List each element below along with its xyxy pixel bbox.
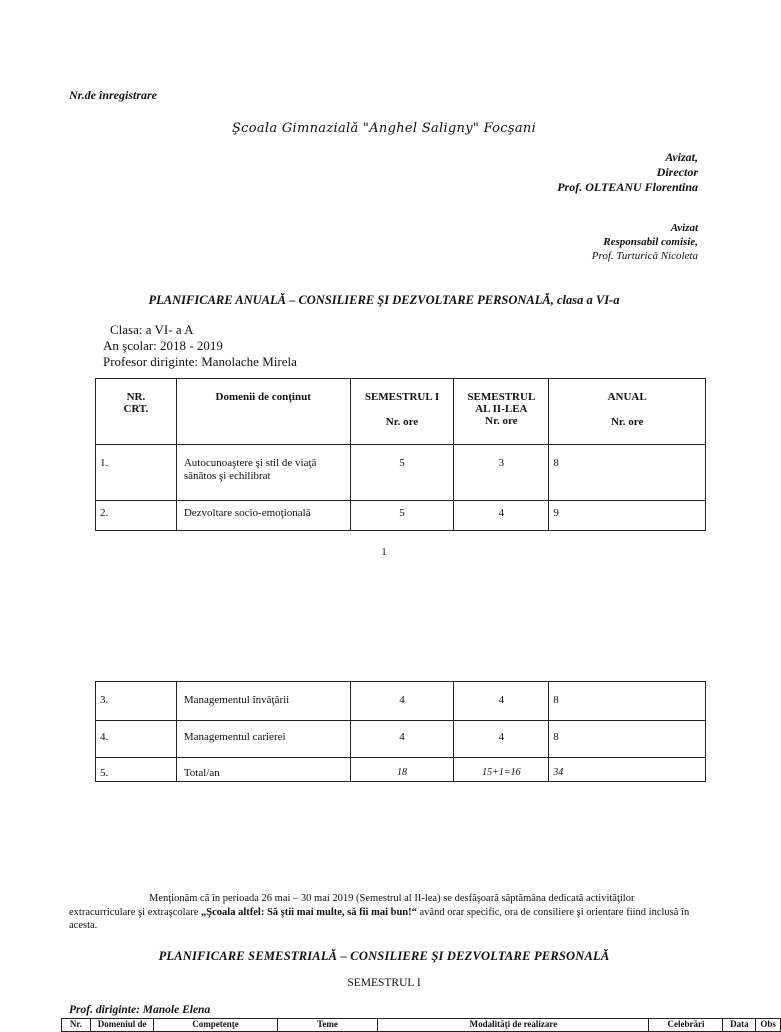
- semester-header-nr: Nr.: [62, 1019, 91, 1032]
- row-number: 2.: [96, 501, 177, 531]
- semester-header-obs: Obs: [756, 1019, 781, 1032]
- row-annual-hours: 9: [549, 501, 706, 531]
- row-sem1-total: 18: [350, 758, 454, 782]
- school-name: Şcoala Gimnazială "Anghel Saligny" Focşani: [231, 121, 537, 136]
- row-domain: Autocunoaştere şi stil de viaţă sănătos şi echilibrat: [176, 445, 350, 501]
- director-approval: [557, 150, 698, 195]
- mention-text-start: Menţionăm că în perioada 26 mai – 30 mai 2019 (Semestrul al II-lea) se desfăşoară săptămâna dedicată activităţilor extracurriculare şi extraşcolare: [69, 893, 635, 918]
- commission-approval-name: Prof. Turturică Nicoleta: [591, 250, 698, 262]
- table-row-total: [96, 758, 706, 782]
- row-sem1-hours: 4: [350, 721, 454, 758]
- row-number: 3.: [96, 682, 177, 721]
- header-domains: Domenii de conţinut: [176, 379, 350, 445]
- semester-header-methods: Modalităţi de realizare: [378, 1019, 649, 1032]
- semester-teacher: Prof. diriginte: Manole Elena: [69, 1004, 211, 1016]
- row-domain: Total/an: [176, 758, 350, 782]
- table-header-row: [96, 379, 706, 445]
- homeroom-teacher: Profesor diriginte: Manolache Mirela: [103, 354, 297, 369]
- semester-header-date: Data: [723, 1019, 756, 1032]
- semester-table-header-row: [62, 1019, 781, 1032]
- annual-plan-table: [95, 378, 706, 531]
- row-domain: Managementul învăţării: [176, 682, 350, 721]
- commission-approval: [592, 221, 698, 263]
- row-annual-hours: 8: [549, 721, 706, 758]
- table-row: [96, 501, 706, 531]
- semester-header-competences: Competenţe: [154, 1019, 277, 1032]
- mention-text-end: având orar specific, ora de consiliere şi orientare fiind inclusă în acesta.: [69, 906, 690, 931]
- semester-header-celebrations: Celebrări: [649, 1019, 723, 1032]
- row-sem1-hours: 5: [350, 445, 454, 501]
- row-annual-total: 34: [549, 758, 706, 782]
- semester-plan-title: PLANIFICARE SEMESTRIALĂ – CONSILIERE ŞI DEZVOLTARE PERSONALĂ: [158, 949, 610, 963]
- row-sem2-hours: 4: [454, 682, 549, 721]
- commission-approval-line2: Responsabil comisie,: [603, 236, 698, 248]
- row-sem2-hours: 3: [454, 445, 549, 501]
- row-annual-hours: 8: [549, 682, 706, 721]
- table-row: [96, 682, 706, 721]
- class-info: [103, 322, 297, 370]
- director-approval-line2: Director: [656, 165, 698, 179]
- table-row: [96, 445, 706, 501]
- director-approval-name: Prof. OLTEANU Florentina: [557, 180, 698, 194]
- header-semester-2: SEMESTRUL AL II-LEA Nr. ore: [454, 379, 549, 445]
- annual-plan-table-continued: [95, 681, 706, 782]
- table-row: [96, 721, 706, 758]
- annual-plan-title: PLANIFICARE ANUALĂ – CONSILIERE ŞI DEZVOLTARE PERSONALĂ, clasa a VI-a: [148, 293, 620, 307]
- row-sem2-hours: 4: [454, 721, 549, 758]
- school-year: An şcolar: 2018 - 2019: [103, 338, 223, 353]
- mention-paragraph: [69, 892, 699, 933]
- row-sem1-hours: 4: [350, 682, 454, 721]
- header-annual: ANUAL Nr. ore: [549, 379, 706, 445]
- row-sem1-hours: 5: [350, 501, 454, 531]
- class-name: Clasa: a VI- a A: [110, 322, 194, 337]
- semester-plan-table: [61, 1018, 781, 1032]
- row-number: 1.: [96, 445, 177, 501]
- header-nr-crt: NR. CRT.: [96, 379, 177, 445]
- director-approval-line1: Avizat,: [665, 150, 698, 164]
- semester-header-domain: Domeniul de: [90, 1019, 154, 1032]
- row-domain: Dezvoltare socio-emoţională: [176, 501, 350, 531]
- semester-header-topics: Teme: [277, 1019, 378, 1032]
- page-number: 1: [381, 546, 387, 558]
- mention-program-name: „Şcoala altfel: Să ştii mai multe, să fii mai bun!“: [201, 906, 417, 918]
- registration-number-label: Nr.de înregistrare: [69, 88, 158, 102]
- row-number: 5.: [96, 758, 177, 782]
- row-sem2-total: 15+1=16: [454, 758, 549, 782]
- semester-label: SEMESTRUL I: [347, 977, 421, 989]
- row-number: 4.: [96, 721, 177, 758]
- header-semester-1: SEMESTRUL I Nr. ore: [350, 379, 454, 445]
- row-annual-hours: 8: [549, 445, 706, 501]
- commission-approval-line1: Avizat: [670, 222, 698, 234]
- row-sem2-hours: 4: [454, 501, 549, 531]
- row-domain: Managementul carierei: [176, 721, 350, 758]
